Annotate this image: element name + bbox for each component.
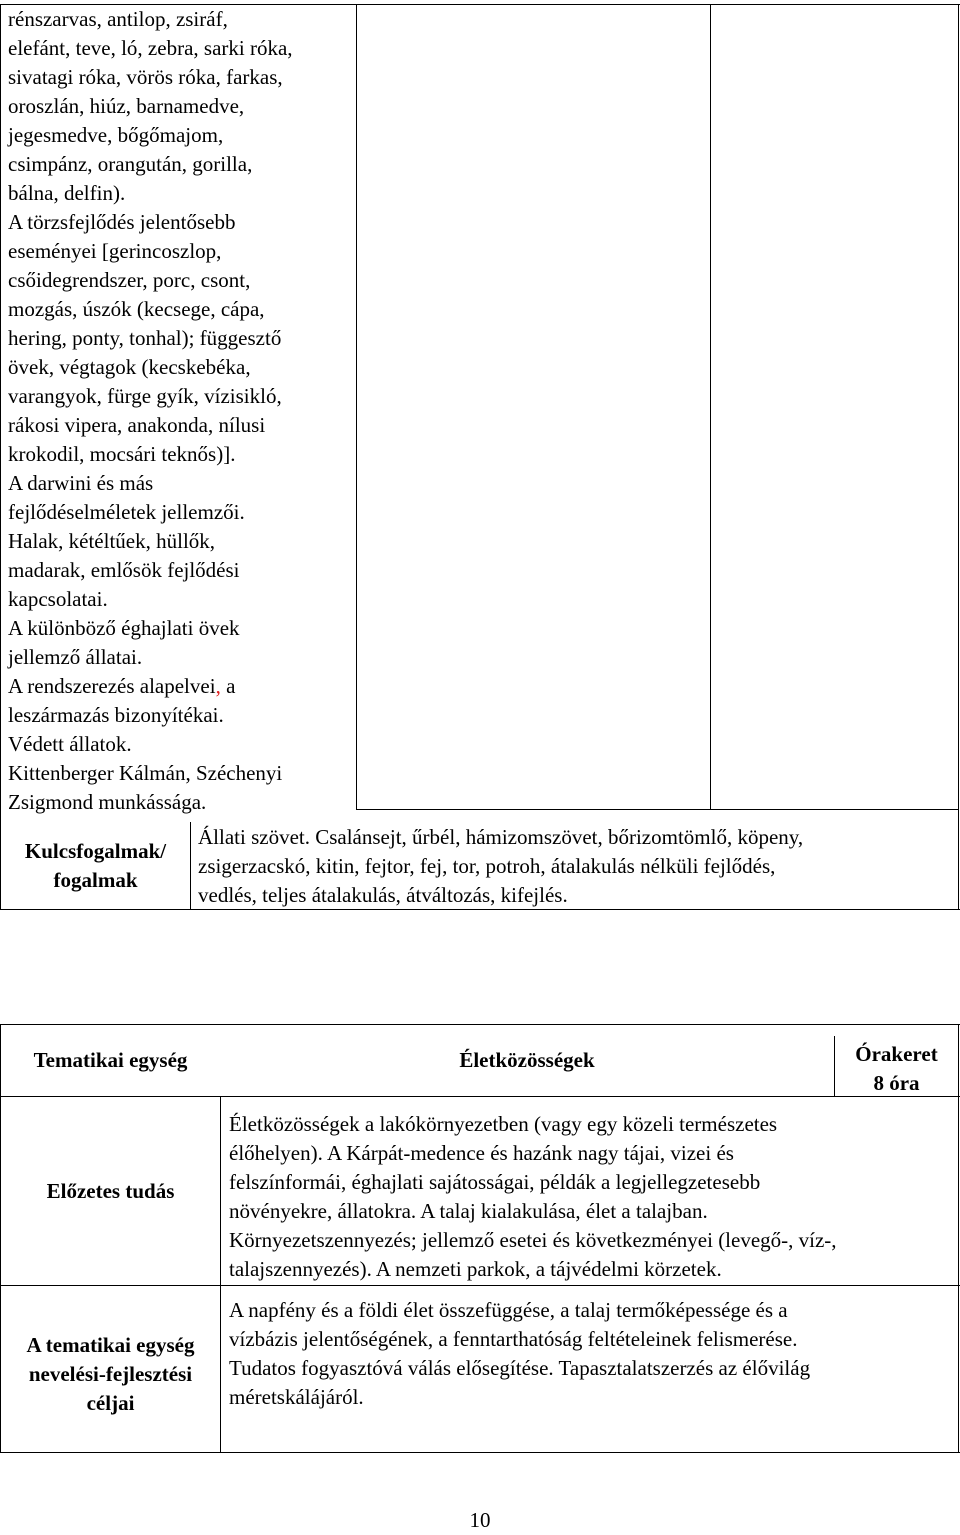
unit-label: Tematikai egység: [33, 1048, 188, 1072]
prior-knowledge-label: Előzetes tudás: [46, 1178, 175, 1203]
content-line: jellemző állatai.: [8, 645, 143, 669]
key-concepts-line: zsigerzacskó, kitin, fejtor, fej, tor, potroh, átalakulás nélküli fejlődés,: [198, 854, 776, 878]
content-line: jegesmedve, bőgőmajom,: [8, 123, 224, 147]
content-line: rénszarvas, antilop, zsiráf,: [8, 7, 228, 31]
content-line: leszármazás bizonyítékai.: [8, 703, 224, 727]
key-concepts-line: Állati szövet. Csalánsejt, űrbél, hámizomszövet, bőrizomtömlő, köpeny,: [198, 825, 804, 849]
content-line: kapcsolatai.: [8, 587, 108, 611]
hours-cell: [835, 1040, 958, 1098]
table1-right-border: [958, 4, 959, 910]
table1-col-divider-1: [356, 4, 357, 809]
content-line: rákosi vipera, anakonda, nílusi: [8, 413, 266, 437]
content-line: A különböző éghajlati övek: [8, 616, 240, 640]
key-concepts-label: [1, 822, 190, 909]
content-line: Védett állatok.: [8, 732, 132, 756]
key-concepts-label-line2: fogalmak: [53, 867, 138, 892]
prior-knowledge-line: felszínformái, éghajlati sajátosságai, példák a legjellegzetesebb: [229, 1170, 761, 1194]
content-line: varangyok, fürge gyík, vízisikló,: [8, 384, 282, 408]
goals-line: Tudatos fogyasztóvá válás elősegítése. Tapasztalatszerzés az élővilág: [229, 1356, 811, 1380]
key-concepts-cell: [198, 823, 956, 910]
table1-row-divider: [356, 809, 959, 810]
goals-line: A napfény és a földi élet összefüggése, a talaj termőképessége és a: [229, 1298, 788, 1322]
prior-knowledge-line: talajszennyezés). A nemzeti parkok, a tájvédelmi körzetek.: [229, 1257, 722, 1281]
goals-line: vízbázis jelentőségének, a fenntarthatóság feltételeinek felismerése.: [229, 1327, 798, 1351]
rendszerezes-text-end: a: [220, 674, 236, 698]
table2-col-divider: [220, 1096, 221, 1453]
content-line: csőidegrendszer, porc, csont,: [8, 268, 251, 292]
content-line: A darwini és más: [8, 471, 154, 495]
red-comma: ,: [215, 674, 221, 698]
table1-key-divider: [190, 822, 191, 910]
content-line: Halak, kétéltűek, hüllők,: [8, 529, 216, 553]
content-line: övek, végtagok (kecskebéka,: [8, 355, 251, 379]
rendszerezes-text: A rendszerezés alapelvei: [8, 674, 216, 698]
content-cell: [8, 5, 354, 817]
goals-label: [1, 1331, 220, 1418]
content-line: elefánt, teve, ló, zebra, sarki róka,: [8, 36, 293, 60]
goals-line: méretskálájáról.: [229, 1385, 364, 1409]
goals-cell: [229, 1296, 955, 1412]
goals-label-line: nevelési-fejlesztési: [28, 1362, 193, 1386]
key-concepts-line: vedlés, teljes átalakulás, átváltozás, kifejlés.: [198, 883, 568, 907]
content-line: madarak, emlősök fejlődési: [8, 558, 240, 582]
content-line-rendszerezes: [8, 672, 354, 701]
content-line: fejlődéselméletek jellemzői.: [8, 500, 245, 524]
prior-knowledge-line: Környezetszennyezés; jellemző esetei és következményei (levegő-, víz-,: [229, 1228, 837, 1252]
hours-value: 8 óra: [873, 1071, 920, 1095]
prior-knowledge-cell: [229, 1110, 955, 1284]
page-number: 10: [469, 1508, 491, 1532]
content-line: mozgás, úszók (kecsege, cápa,: [8, 297, 265, 321]
content-line: Kittenberger Kálmán, Széchenyi: [8, 761, 283, 785]
goals-label-line: A tematikai egység: [26, 1333, 195, 1357]
table1-left-border: [0, 4, 1, 910]
content-line: oroszlán, hiúz, barnamedve,: [8, 94, 245, 118]
prior-knowledge-line: Életközösségek a lakókörnyezetben (vagy egy közeli természetes: [229, 1112, 778, 1136]
table2-row-divider-2: [0, 1285, 960, 1286]
content-line: csimpánz, orangután, gorilla,: [8, 152, 253, 176]
content-line: sivatagi róka, vörös róka, farkas,: [8, 65, 283, 89]
content-line: Zsigmond munkássága.: [8, 790, 207, 814]
content-line: hering, ponty, tonhal); függesztő: [8, 326, 282, 350]
content-line: krokodil, mocsári teknős)].: [8, 442, 236, 466]
goals-label-line: céljai: [86, 1391, 135, 1415]
content-line: A törzsfejlődés jelentősebb: [8, 210, 236, 234]
content-line: bálna, delfin).: [8, 181, 126, 205]
prior-knowledge-line: növényekre, állatokra. A talaj kialakulása, élet a talajban.: [229, 1199, 708, 1223]
hours-label: Órakeret: [855, 1042, 938, 1066]
table1-col-divider-2: [710, 4, 711, 809]
key-concepts-label-line1: Kulcsfogalmak/: [24, 838, 167, 863]
content-line: eseményei [gerincoszlop,: [8, 239, 222, 263]
prior-knowledge-line: élőhelyen). A Kárpát-medence és hazánk nagy tájai, vizei és: [229, 1141, 734, 1165]
thematic-unit-table: [0, 1024, 960, 1454]
table2-bottom-border: [0, 1452, 960, 1453]
table2-right-border: [958, 1024, 959, 1453]
unit-title: Életközösségek: [459, 1048, 595, 1072]
